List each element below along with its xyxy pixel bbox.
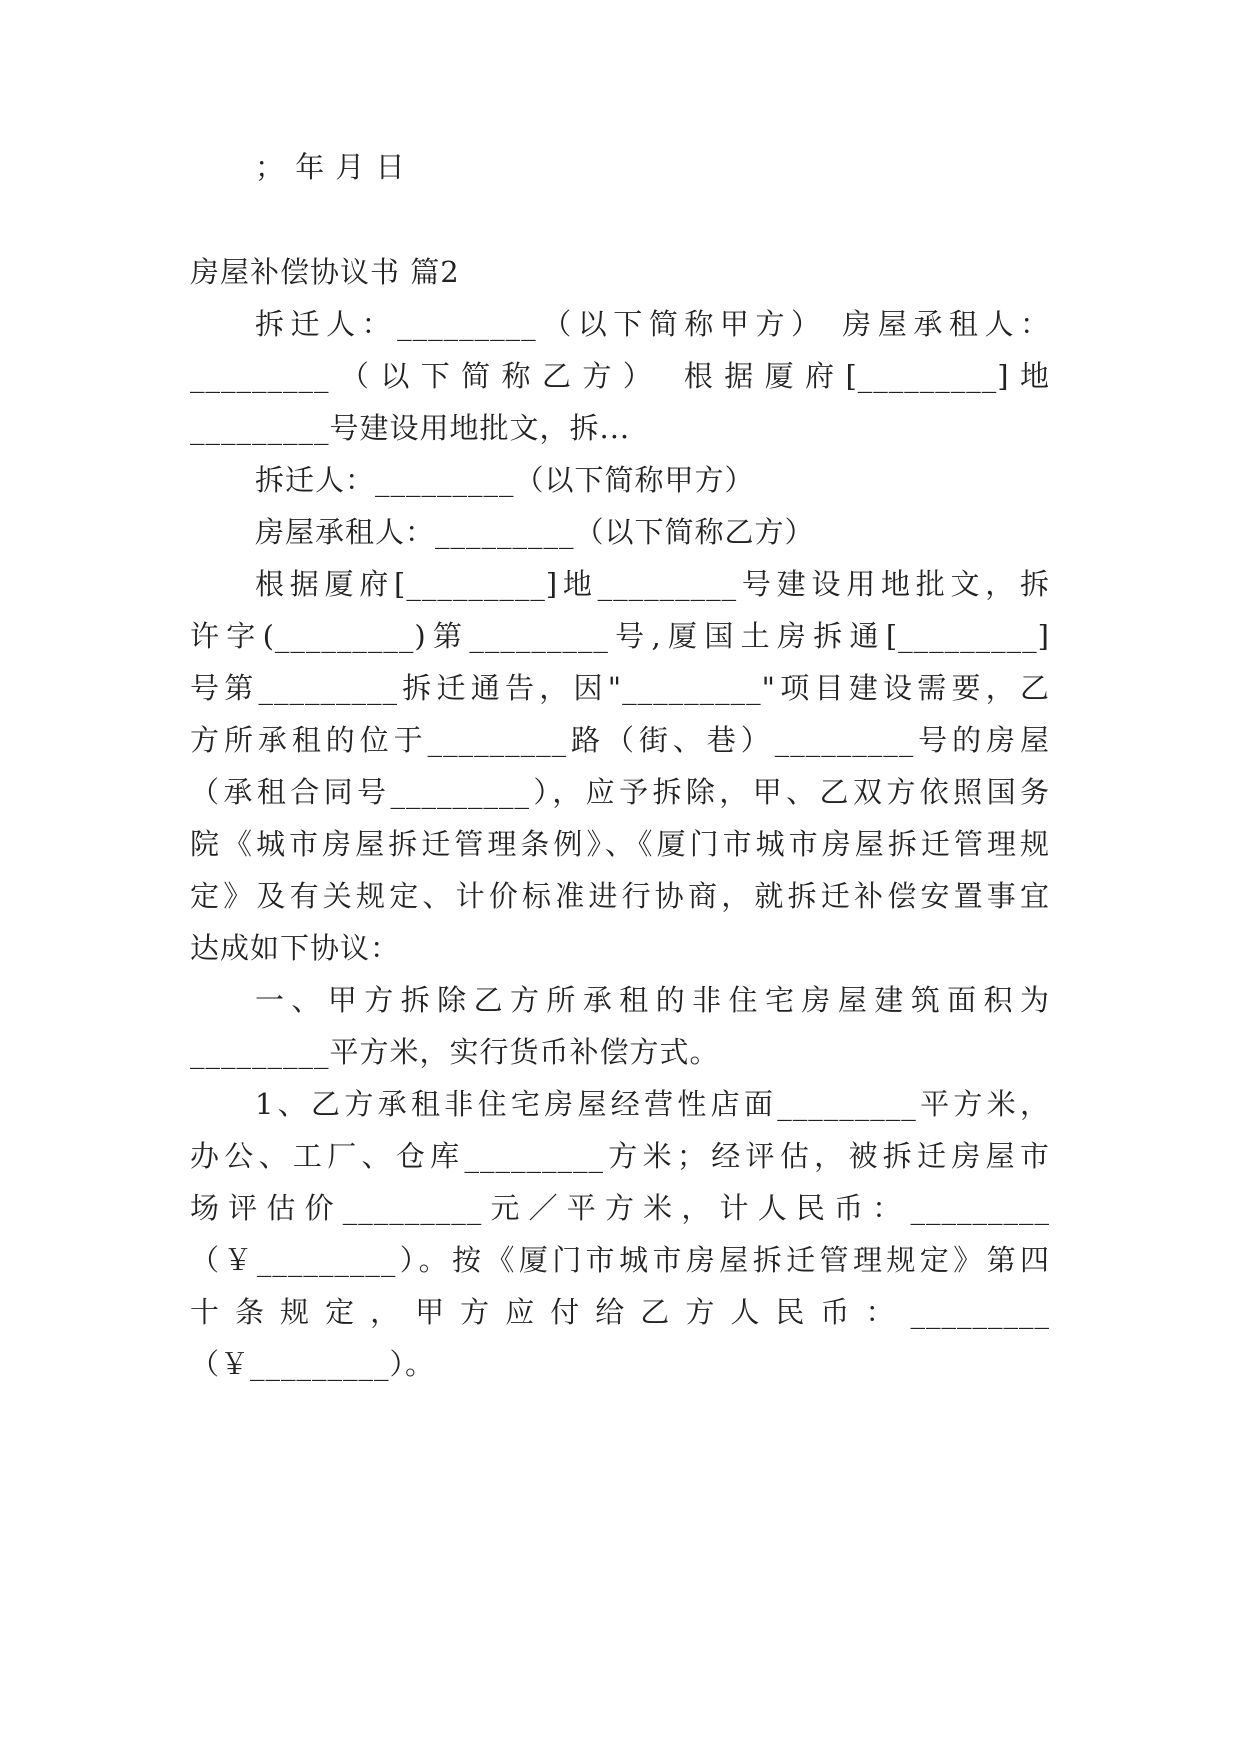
- paragraph-line: 场评估价_________元／平方米，计人民币：_________: [190, 1191, 1050, 1225]
- paragraph-line: 定》及有关规定、计价标准进行协商，就拆迁补偿安置事宜: [190, 879, 1050, 913]
- paragraph-line: _________（以下简称乙方） 根据厦府[_________]地: [190, 359, 1050, 393]
- paragraph-line: 号第_________拆迁通告，因"_________"项目建设需要，乙: [190, 671, 1050, 705]
- paragraph-line: 办公、工厂、仓库_________方米；经评估，被拆迁房屋市: [190, 1139, 1050, 1173]
- paragraph-line: 达成如下协议：: [190, 931, 401, 965]
- paragraph-line: （承租合同号_________），应予拆除，甲、乙双方依照国务: [190, 775, 1050, 809]
- paragraph-line: 十条规定，甲方应付给乙方人民币：_________: [190, 1295, 1050, 1329]
- paragraph-line: 1、乙方承租非住宅房屋经营性店面_________平方米，: [255, 1087, 1050, 1121]
- paragraph-line: 拆迁人：_________（以下简称甲方）: [255, 463, 755, 497]
- paragraph-line: 院《城市房屋拆迁管理条例》、《厦门市城市房屋拆迁管理规: [190, 827, 1050, 861]
- date-line: ； 年 月 日: [255, 150, 406, 184]
- paragraph-line: 许字(_________)第_________号,厦国土房拆通[_________]: [190, 619, 1050, 653]
- paragraph-line: 根据厦府[_________]地_________号建设用地批文，拆: [255, 567, 1050, 601]
- paragraph-line: 方所承租的位于_________路（街、巷）_________号的房屋: [190, 723, 1050, 757]
- paragraph-line: _________平方米，实行货币补偿方式。: [190, 1035, 720, 1069]
- paragraph-line: 房屋承租人：_________（以下简称乙方）: [255, 515, 815, 549]
- paragraph-line: 拆迁人：_________（以下简称甲方） 房屋承租人：: [255, 307, 1050, 341]
- paragraph-line: 一、甲方拆除乙方所承租的非住宅房屋建筑面积为: [255, 983, 1050, 1017]
- paragraph-line: （￥_________）。按《厦门市城市房屋拆迁管理规定》第四: [190, 1243, 1050, 1277]
- paragraph-line: （￥_________）。: [190, 1347, 436, 1381]
- paragraph-line: _________号建设用地批文，拆...: [190, 411, 631, 445]
- section-title: 房屋补偿协议书 篇2: [190, 255, 460, 289]
